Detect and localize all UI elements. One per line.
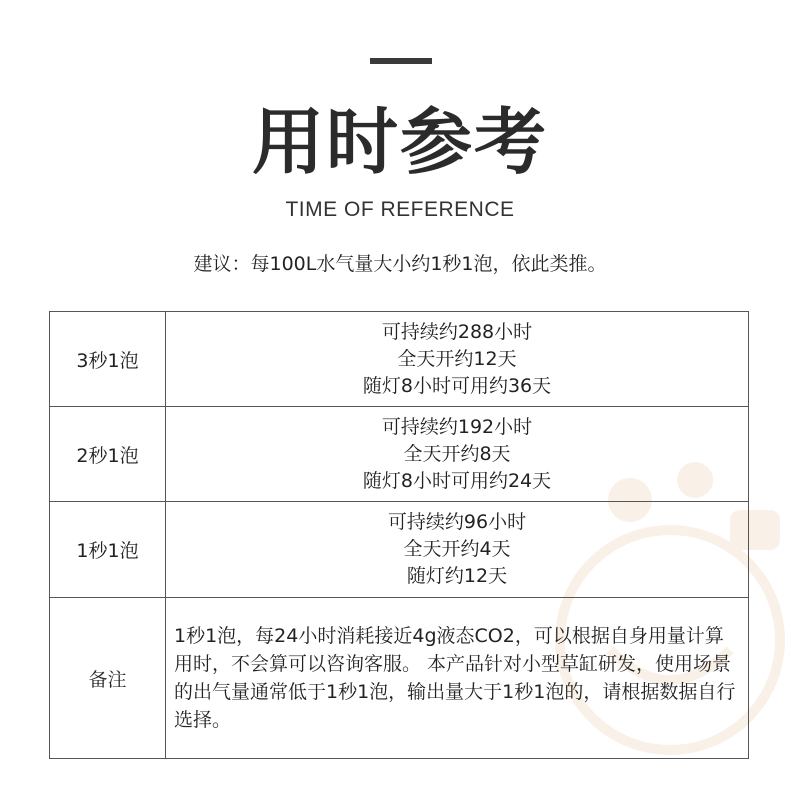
title-dash-decoration [370, 58, 432, 64]
usage-tip: 建议：每100L水气量大小约1秒1泡，依此类推。 [193, 253, 607, 275]
table-row [50, 407, 749, 502]
with-light-line: 随灯约12天 [406, 565, 508, 587]
with-light-line: 随灯8小时可用约36天 [362, 374, 552, 397]
table-row [50, 502, 749, 598]
note-text: 1秒1泡，每24小时消耗接近4g液态CO2，可以根据自身用量计算用时，不会算可以咨询客服。 本产品针对小型草缸研发，使用场景的出气量通常低于1秒1泡，输出量大于1秒1泡的，请根据数据自行选择。 [166, 598, 749, 759]
row-content [166, 407, 749, 502]
duration-line: 可持续约192小时 [381, 415, 533, 438]
table-row [50, 312, 749, 407]
row-label: 1秒1泡 [50, 502, 166, 598]
duration-line: 可持续约288小时 [381, 320, 533, 343]
usage-table [49, 311, 749, 759]
full-day-line: 全天开约12天 [397, 347, 517, 370]
full-day-line: 全天开约8天 [403, 442, 511, 465]
full-day-line: 全天开约4天 [403, 538, 511, 560]
note-label: 备注 [50, 598, 166, 759]
page-subtitle: TIME OF REFERENCE [285, 198, 515, 221]
row-content [166, 502, 749, 598]
duration-line: 可持续约96小时 [387, 511, 527, 533]
table-row-note [50, 598, 749, 759]
with-light-line: 随灯8小时可用约24天 [362, 469, 552, 492]
row-content [166, 312, 749, 407]
page-title: 用时参考 [251, 100, 548, 184]
row-label: 2秒1泡 [50, 407, 166, 502]
row-label: 3秒1泡 [50, 312, 166, 407]
